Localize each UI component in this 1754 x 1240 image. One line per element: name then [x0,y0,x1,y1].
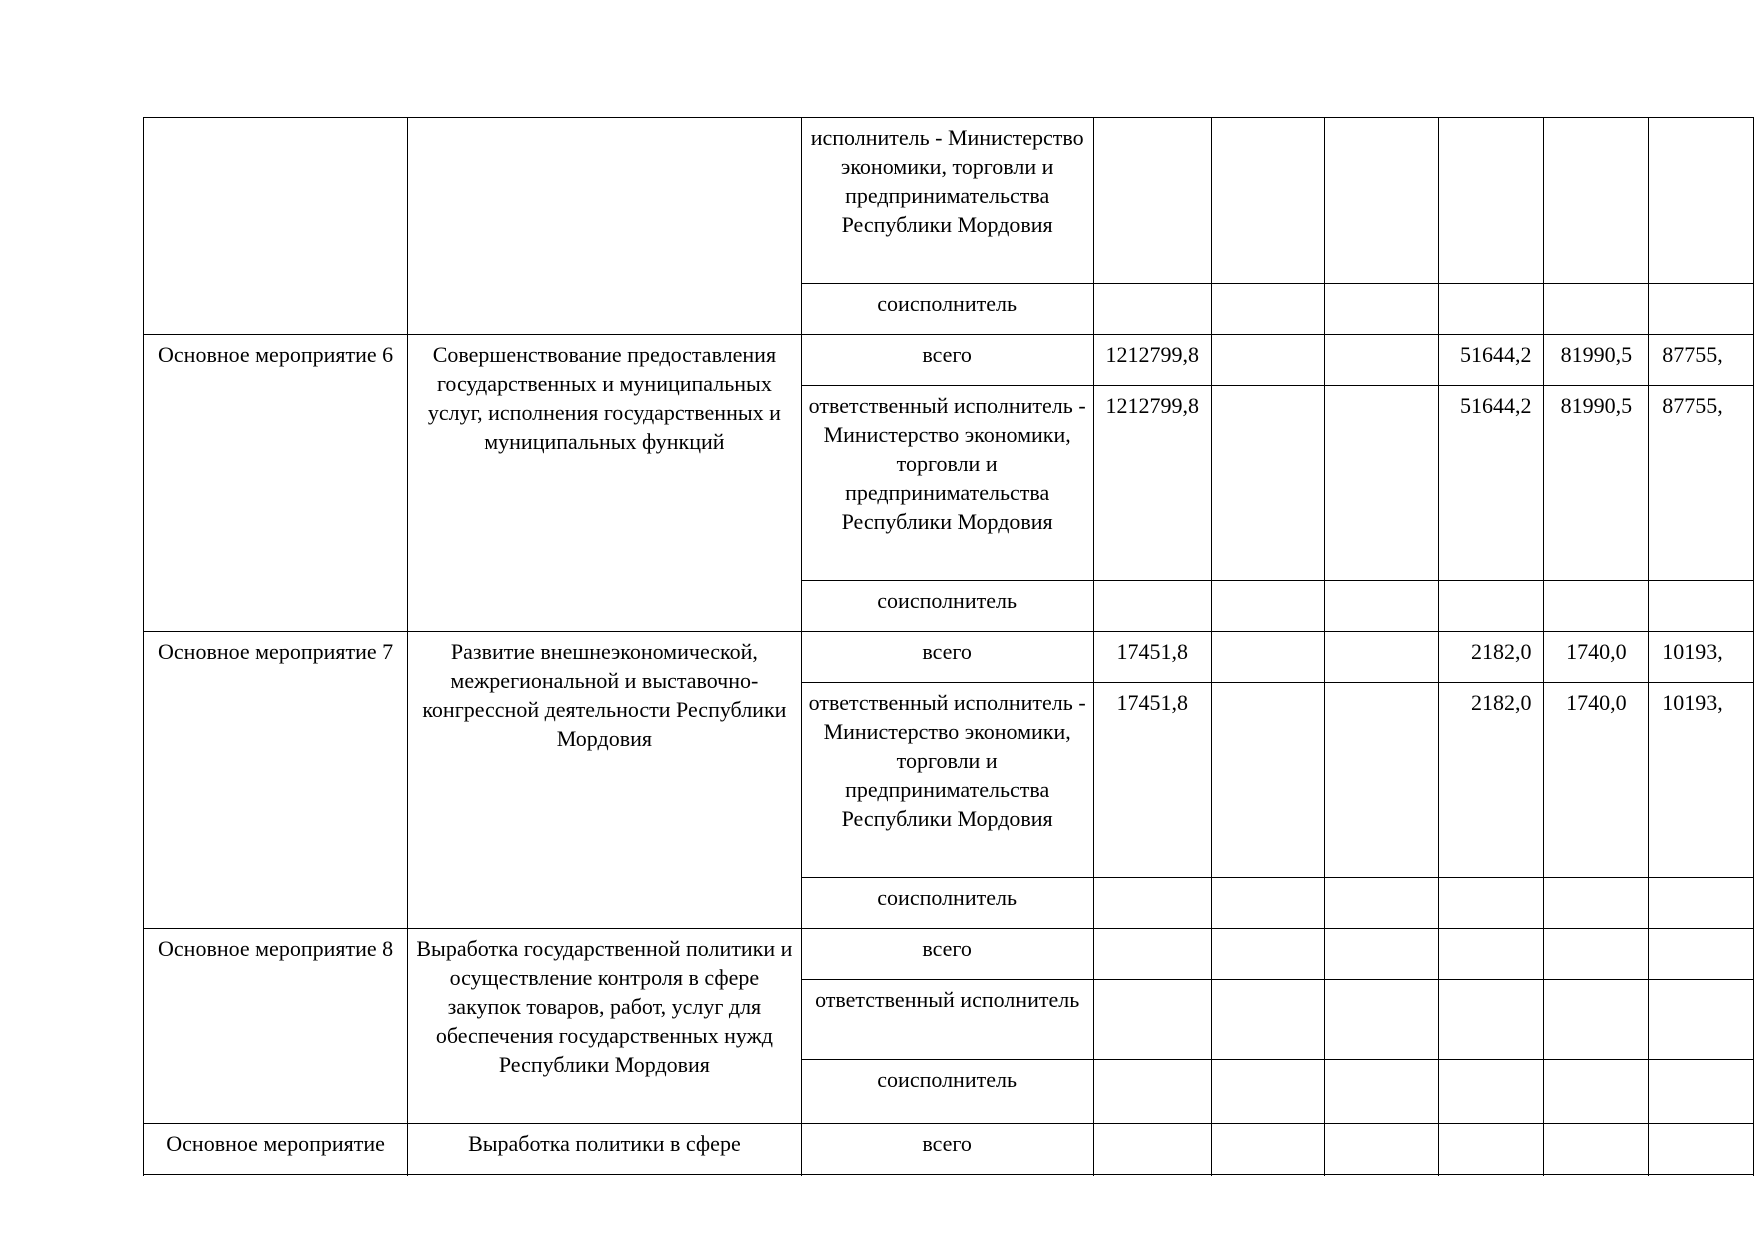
value-cell: 87755, [1649,386,1754,581]
row-label-total: всего [801,929,1093,980]
event-name-cell: Основное мероприятие [144,1124,408,1175]
row-label-co-executor: соисполнитель [801,1060,1093,1124]
event-name-cell: Основное мероприятие 7 [144,632,408,929]
co-executor-cell: соисполнитель [801,284,1093,335]
value-cell: 10193, [1649,683,1754,878]
row-label-total: всего [801,632,1093,683]
value-cell: 81990,5 [1544,335,1649,386]
value-cell: 51644,2 [1439,335,1544,386]
event-title-cell [408,118,801,335]
row-label-co-executor: соисполнитель [801,581,1093,632]
table-row [144,929,1754,980]
event-title-cell: Выработка государственной политики и осуществление контроля в сфере закупок товаров, работ, услуг для обеспечения государственных нужд Республики Мордовия [408,929,801,1124]
table-row [144,335,1754,386]
value-cell: 51644,2 [1439,386,1544,581]
row-label-responsible: ответственный исполнитель - Министерство экономики, торговли и предпринимательства Республики Мордовия [801,683,1093,878]
row-label-co-executor: соисполнитель [801,878,1093,929]
event-name-cell: Основное мероприятие 8 [144,929,408,1124]
table-row [144,118,1754,284]
row-label-responsible: ответственный исполнитель [801,980,1093,1060]
row-label-total: всего [801,335,1093,386]
row-label-responsible: ответственный исполнитель - Министерство экономики, торговли и предпринимательства Республики Мордовия [801,386,1093,581]
program-financing-table [143,117,1754,1235]
value-cell: 87755, [1649,335,1754,386]
event-title-cell: Совершенствование предоставления государственных и муниципальных услуг, исполнения государственных и муниципальных функций [408,335,801,632]
value-cell: 10193, [1649,632,1754,683]
value-cell: 1212799,8 [1093,386,1211,581]
value-cell: 17451,8 [1093,632,1211,683]
page-bottom-margin [0,1176,1754,1240]
row-label-total: всего [801,1124,1093,1175]
value-cell: 17451,8 [1093,683,1211,878]
value-cell: 1212799,8 [1093,335,1211,386]
value-cell: 2182,0 [1439,632,1544,683]
table-row [144,632,1754,683]
value-cell: 1740,0 [1544,632,1649,683]
value-cell: 2182,0 [1439,683,1544,878]
executor-cell: исполнитель - Министерство экономики, торговли и предпринимательства Республики Мордовия [801,118,1093,284]
value-cell: 81990,5 [1544,386,1649,581]
value-cell: 1740,0 [1544,683,1649,878]
event-title-cell: Развитие внешнеэкономической, межрегиональной и выставочно-конгрессной деятельности Республики Мордовия [408,632,801,929]
table-row [144,1124,1754,1175]
event-title-cell: Выработка политики в сфере [408,1124,801,1175]
event-name-cell [144,118,408,335]
event-name-cell: Основное мероприятие 6 [144,335,408,632]
